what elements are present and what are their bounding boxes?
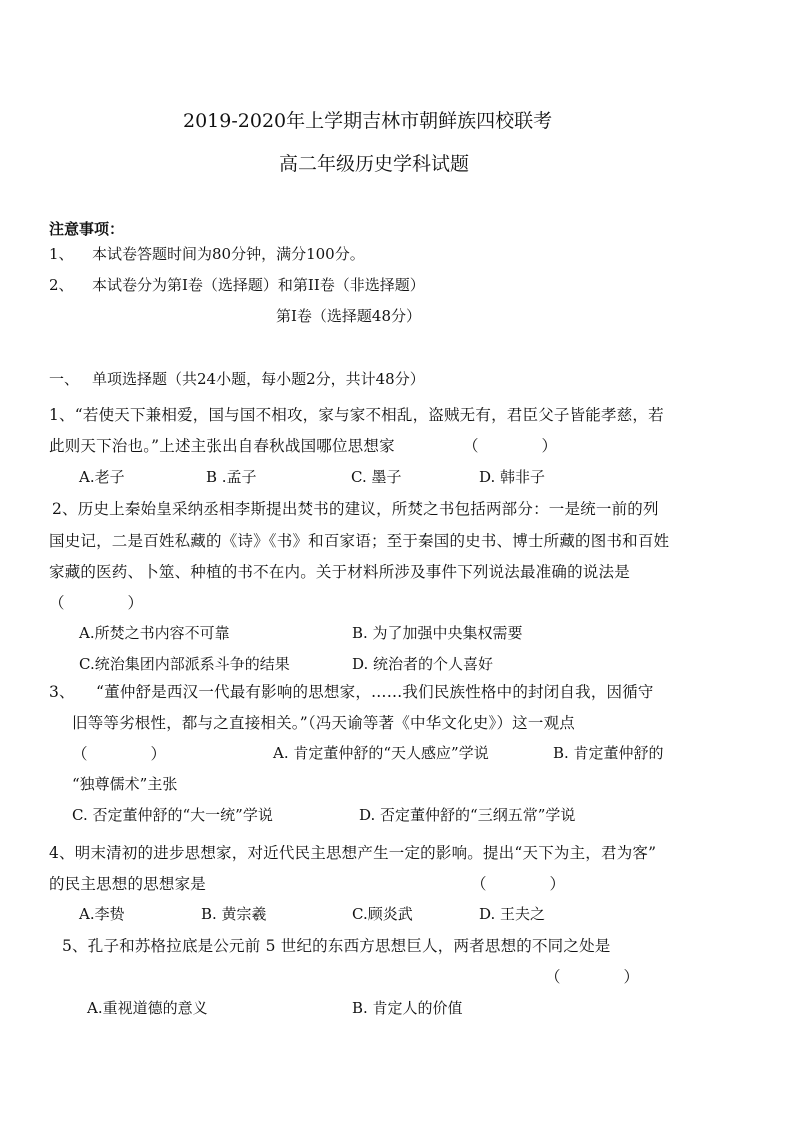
notice-item-2-text: 本试卷分为第I卷（选择题）和第II卷（非选择题）: [92, 276, 425, 294]
q3-answer-blank[interactable]: （ ）: [72, 745, 167, 763]
q1-option-d[interactable]: D. 韩非子: [479, 468, 546, 486]
q3-option-c[interactable]: C. 否定董仲舒的“大一统”学说: [72, 806, 273, 824]
q3-option-d[interactable]: D. 否定董仲舒的“三纲五常”学说: [359, 806, 576, 824]
exam-title: 2019-2020年上学期吉林市朝鲜族四校联考: [183, 110, 553, 132]
q5-answer-blank[interactable]: （ ）: [545, 968, 640, 986]
q2-line3: 家藏的医药、卜筮、种植的书不在内。关于材料所涉及事件下列说法最准确的说法是: [49, 563, 630, 581]
q5-option-b[interactable]: B. 肯定人的价值: [352, 999, 463, 1017]
q5-option-a[interactable]: A.重视道德的意义: [87, 999, 208, 1017]
q3-option-a[interactable]: A. 肯定董仲舒的“天人感应”学说: [273, 744, 489, 762]
section1-number: 一、: [49, 370, 80, 388]
q1-line1: 1、“若使天下兼相爱，国与国不相攻，家与家不相乱，盗贼无有，君臣父子皆能孝慈，若: [49, 406, 664, 424]
q2-option-d[interactable]: D. 统治者的个人喜好: [352, 655, 494, 673]
notice-heading: 注意事项：: [49, 220, 125, 238]
part1-title: 第I卷（选择题48分）: [276, 307, 422, 325]
q4-line2: 的民主思想的思想家是: [49, 875, 207, 893]
q2-option-a[interactable]: A.所焚之书内容不可靠: [79, 624, 230, 642]
q1-option-c[interactable]: C. 墨子: [351, 468, 402, 486]
q3-option-b[interactable]: B. 肯定董仲舒的: [553, 744, 664, 762]
q3-option-b-cont: “独尊儒术”主张: [72, 775, 178, 793]
q2-option-c[interactable]: C.统治集团内部派系斗争的结果: [79, 655, 290, 673]
q3-line2: 旧等等劣根性，都与之直接相关。”（冯天谕等著《中华文化史》）这一观点: [72, 714, 575, 732]
notice-item-1-text: 本试卷答题时间为80分钟，满分100分。: [92, 245, 365, 263]
q4-option-a[interactable]: A.李贽: [79, 905, 125, 923]
q1-option-b[interactable]: B .孟子: [206, 468, 257, 486]
q3-number: 3、: [49, 683, 75, 701]
q2-line1: 2、历史上秦始皇采纳丞相李斯提出焚书的建议，所焚之书包括两部分：一是统一前的列: [52, 500, 659, 518]
notice-item-2-num: 2、: [49, 276, 74, 294]
q4-option-b[interactable]: B. 黄宗羲: [201, 905, 267, 923]
section1-title: 单项选择题（共24小题，每小题2分，共计48分）: [92, 370, 425, 388]
q2-option-b[interactable]: B. 为了加强中央集权需要: [352, 624, 523, 642]
exam-subtitle: 高二年级历史学科试题: [279, 153, 470, 175]
q1-answer-blank[interactable]: （ ）: [463, 437, 558, 455]
q4-option-d[interactable]: D. 王夫之: [479, 905, 546, 923]
q1-option-a[interactable]: A.老子: [79, 468, 125, 486]
q4-answer-blank[interactable]: （ ）: [471, 875, 566, 893]
q1-line2: 此则天下治也。”上述主张出自春秋战国哪位思想家: [49, 437, 395, 455]
q3-line1: “董仲舒是西汉一代最有影响的思想家，……我们民族性格中的封闭自我，因循守: [96, 683, 654, 701]
notice-item-1-num: 1、: [49, 245, 74, 263]
q2-line2: 国史记，二是百姓私藏的《诗》《书》和百家语；至于秦国的史书、博士所藏的图书和百姓: [49, 532, 670, 550]
q5-line1: 5、孔子和苏格拉底是公元前 5 世纪的东西方思想巨人，两者思想的不同之处是: [62, 937, 611, 955]
q4-option-c[interactable]: C.顾炎武: [352, 905, 413, 923]
q4-line1: 4、明末清初的进步思想家，对近代民主思想产生一定的影响。提出“天下为主，君为客”: [49, 844, 657, 862]
q2-answer-blank[interactable]: （ ）: [49, 594, 144, 612]
